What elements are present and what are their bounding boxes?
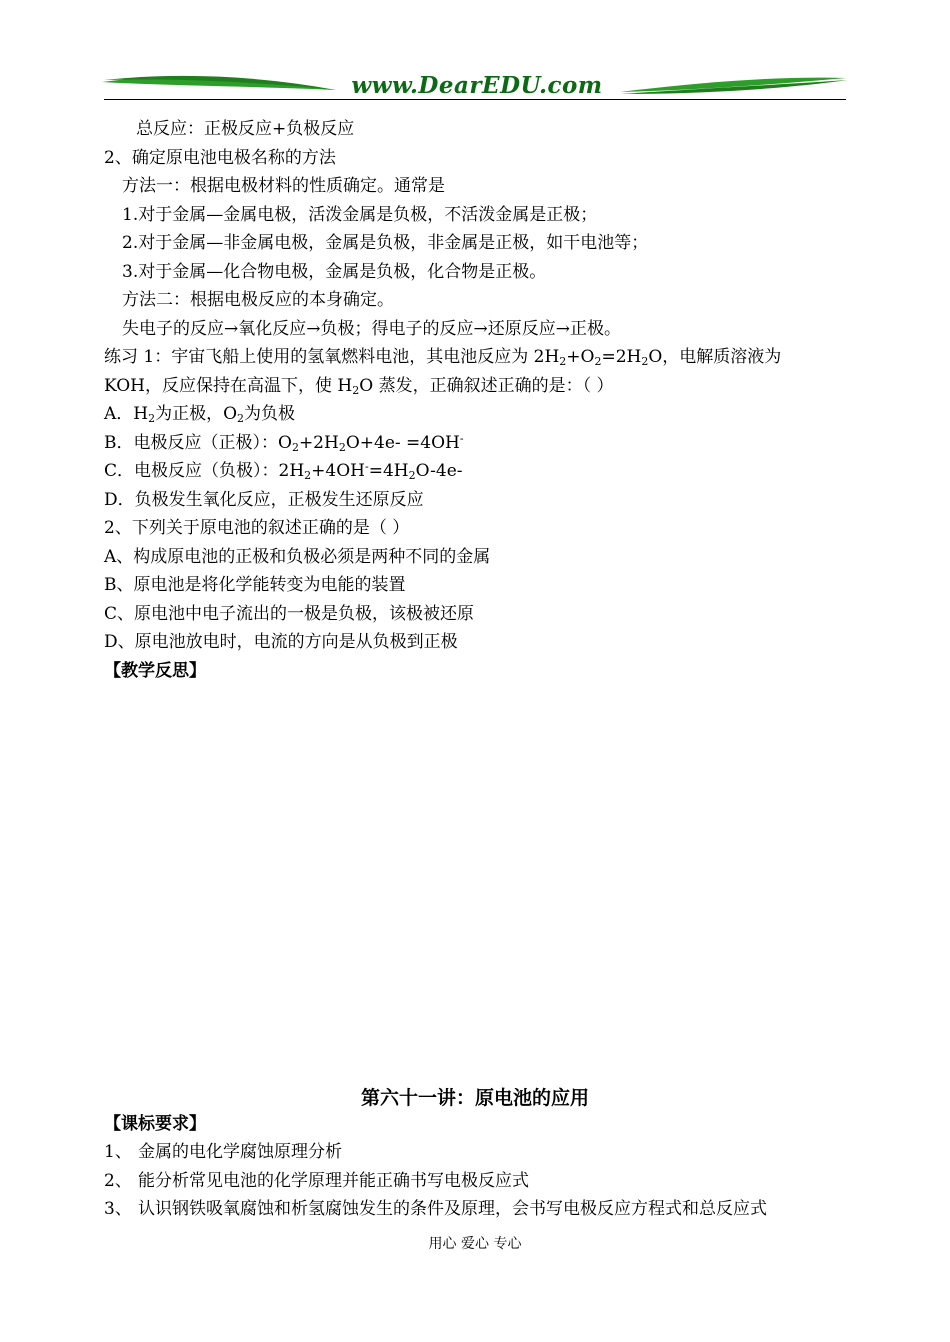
page-footer: 用心 爱心 专心	[428, 1236, 522, 1252]
requirement-item: 2、 能分析常见电池的化学原理并能正确书写电极反应式	[104, 1171, 529, 1191]
option-d: D．负极发生氧化反应，正极发生还原反应	[104, 490, 424, 510]
exercise-2-question: 2、下列关于原电池的叙述正确的是（ ）	[104, 518, 410, 538]
option-a: A．$H_2$为正极，$O_2$为负极	[104, 404, 296, 425]
text-line: 2.对于金属—非金属电极，金属是负极，非金属是正极，如干电池等；	[122, 233, 649, 253]
text-line: 3.对于金属—化合物电极，金属是负极，化合物是正极。	[122, 262, 547, 282]
text-line: 方法二：根据电极反应的本身确定。	[122, 290, 394, 310]
requirement-item: 3、 认识钢铁吸氧腐蚀和析氢腐蚀发生的条件及原理，会书写电极反应方程式和总反应式	[104, 1199, 767, 1219]
option-b: B．电极反应（正极）：$O_2+2H_2O+4e- =4OH^-$	[104, 432, 464, 454]
exercise-1-question: 练习 1：宇宙飞船上使用的氢氧燃料电池，其电池反应为 $2H_2+O_2=2H_2O$，电解质溶液为	[104, 347, 782, 368]
section-title: 第六十一讲：原电池的应用	[360, 1087, 589, 1109]
option-a: A、构成原电池的正极和负极必须是两种不同的金属	[104, 547, 491, 567]
requirement-item: 1、 金属的电化学腐蚀原理分析	[104, 1142, 342, 1162]
option-b: B、原电池是将化学能转变为电能的装置	[104, 575, 406, 595]
text-line: 失电子的反应→氧化反应→负极；得电子的反应→还原反应→正极。	[122, 319, 621, 339]
curriculum-requirements-heading: 【课标要求】	[104, 1114, 206, 1134]
header-divider	[104, 99, 846, 100]
text-line: 总反应：正极反应+负极反应	[136, 119, 355, 139]
text-line: 2、确定原电池电极名称的方法	[104, 148, 336, 168]
option-c: C、原电池中电子流出的一极是负极，该极被还原	[104, 604, 475, 624]
option-c: C．电极反应（负极）：$2H_2+4OH^-=4H_2O-4e-$	[104, 460, 463, 482]
option-d: D、原电池放电时，电流的方向是从负极到正极	[104, 632, 458, 652]
text-line: 1.对于金属—金属电极，活泼金属是负极，不活泼金属是正极；	[122, 205, 598, 225]
teaching-reflection-heading: 【教学反思】	[104, 661, 206, 681]
exercise-1-question-cont: KOH，反应保持在高温下，使 $H_2O$ 蒸发，正确叙述正确的是：（ ）	[104, 376, 614, 397]
site-logo-text: www.DearEDU.com	[351, 72, 603, 99]
text-line: 方法一：根据电极材料的性质确定。通常是	[122, 176, 445, 196]
